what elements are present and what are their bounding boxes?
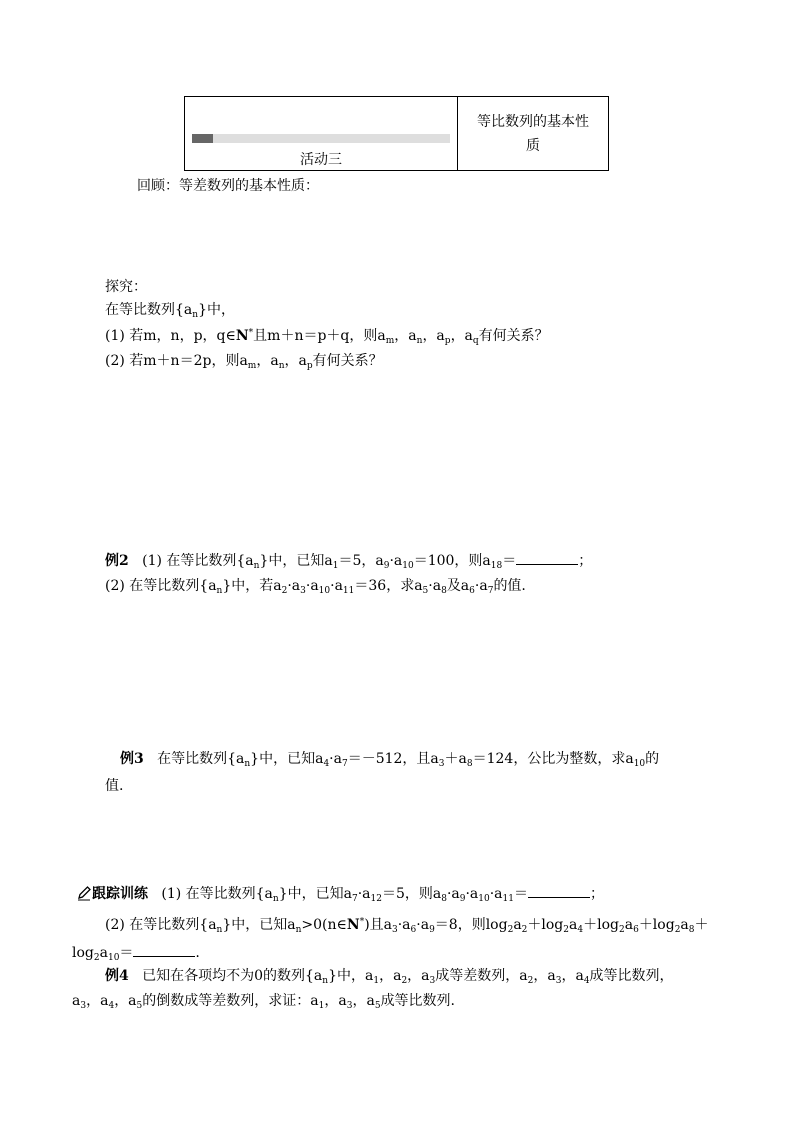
example4-line2: $a_3$，$a_4$，$a_5$的倒数成等差数列，求证：$a_1$，$a_3$，$a_5$成等比数列. — [72, 993, 456, 1011]
practice-part2-line2: $\log_2a_{10}=$ . — [72, 942, 200, 963]
answer-blank[interactable] — [133, 942, 195, 957]
example2-part1: 例2 (1) 在等比数列$\{a_n\}$中，已知$a_1=5$，$a_9\cdot a_{10}=100$，则$a_{18}=$ ； — [105, 550, 592, 571]
pencil-icon — [76, 885, 92, 901]
topic-cell — [458, 97, 608, 170]
activity-cell — [185, 97, 458, 170]
example4-line1: 例4 已知在各项均不为0的数列$\{a_n\}$中，$a_1$，$a_2$，$a_3$成等差数列，$a_2$，$a_3$，$a_4$成等比数列， — [105, 968, 674, 986]
explore-question-2: (2) 若m＋n＝2p，则$a_m$，$a_n$，$a_p$有何关系？ — [105, 353, 383, 371]
progress-bar-fill — [192, 134, 213, 143]
example3-label: 例3 — [120, 751, 144, 767]
example3-line2: 值. — [105, 778, 124, 794]
answer-blank[interactable] — [528, 883, 590, 898]
example3-line1: 例3 在等比数列$\{a_n\}$中，已知$a_4\cdot a_7=-512$，且$a_3+a_8=124$，公比为整数，求$a_{10}$的 — [120, 751, 660, 769]
progress-bar — [192, 134, 450, 143]
explore-intro: 在等比数列$\{a_n\}$中， — [105, 302, 235, 320]
practice-label: 跟踪训练 — [92, 886, 148, 902]
explore-title: 探究： — [105, 279, 147, 295]
review-line: 回顾：等差数列的基本性质： — [137, 178, 319, 194]
example2-label: 例2 — [105, 553, 129, 569]
example4-label: 例4 — [105, 968, 129, 984]
practice-part2-line1: (2) 在等比数列$\{a_n\}$中，已知$a_n>0(n\in N^*)$且$a_3\cdot a_6\cdot a_9=8$，则$\log_2a_2+\log_2a_4+\log_2a_6+\log_2a_8+$ — [105, 917, 709, 935]
practice-part1: 跟踪训练 (1) 在等比数列$\{a_n\}$中，已知$a_7\cdot a_{12}=5$，则$a_8\cdot a_9\cdot a_{10}\cdot a_{11}=$ ； — [76, 883, 604, 904]
explore-question-1: (1) 若m，n，p，q∈N*且m＋n＝p＋q，则$a_m$，$a_n$，$a_p$，$a_q$有何关系？ — [105, 328, 549, 346]
topic-title-line1: 等比数列的基本性 — [477, 113, 589, 130]
answer-blank[interactable] — [516, 550, 578, 565]
example2-part2: (2) 在等比数列$\{a_n\}$中，若$a_2\cdot a_3\cdot a_{10}\cdot a_{11}=36$，求$a_5\cdot a_8$及$a_6\cdot a_7$的值. — [105, 578, 526, 596]
header-table — [184, 96, 609, 171]
activity-label: 活动三 — [300, 152, 342, 168]
topic-title-line2: 质 — [526, 137, 540, 154]
